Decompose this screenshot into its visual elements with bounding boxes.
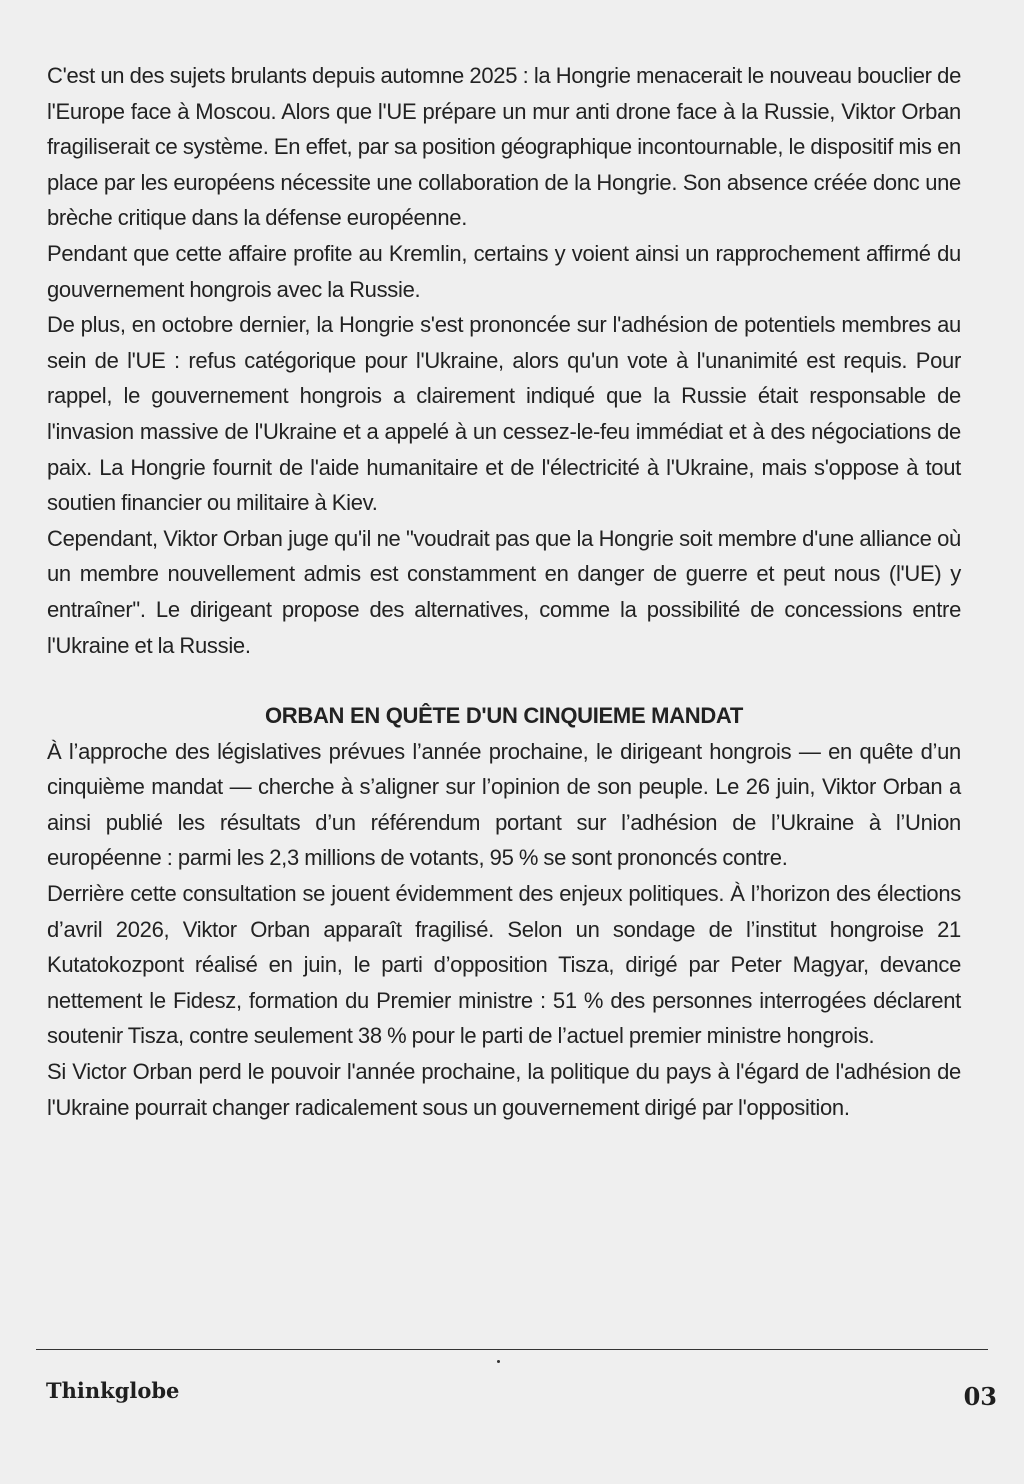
intro-paragraph-2: Pendant que cette affaire profite au Kremlin, certains y voient ainsi un rapprochement affirmé du gouvernement hongrois avec la Russie.	[47, 240, 961, 302]
brand-logo-text: Thinkglobe	[46, 1378, 180, 1403]
section-title: ORBAN EN QUÊTE D'UN CINQUIEME MANDAT	[264, 703, 744, 729]
article-body	[47, 58, 961, 1125]
page-number: 03	[963, 1382, 997, 1411]
footer-dot	[497, 1360, 500, 1363]
section-paragraph-2: Derrière cette consultation se jouent évidemment des enjeux politiques. À l’horizon des élections d’avril 2026, Viktor Orban apparaît fragilisé. Selon un sondage de l’institut hongroise 21 Kutatokozpont réalisé en juin, le parti d’opposition Tisza, dirigé par Peter Magyar, devance nettement le Fidesz, formation du Premier ministre : 51 % des personnes interrogées déclarent soutenir Tisza, contre seulement 38 % pour le parti de l’actuel premier ministre hongrois.	[47, 881, 961, 1049]
section-paragraph-3: Si Victor Orban perd le pouvoir l'année prochaine, la politique du pays à l'égard de l'adhésion de l'Ukraine pourrait changer radicalement sous un gouvernement dirigé par l'opposition.	[47, 1059, 961, 1120]
section-paragraph-1: À l’approche des législatives prévues l’année prochaine, le dirigeant hongrois — en quête d’un cinquième mandat — cherche à s’aligner sur l’opinion de son peuple. Le 26 juin, Viktor Orban a ainsi publié les résultats d’un référendum portant sur l’adhésion de l’Ukraine à l’Union européenne : parmi les 2,3 millions de votants, 95 % se sont prononcés contre.	[47, 738, 961, 871]
intro-paragraph-3: De plus, en octobre dernier, la Hongrie s'est prononcée sur l'adhésion de potentiels membres au sein de l'UE : refus catégorique pour l'Ukraine, alors qu'un vote à l'unanimité est requis. Pour rappel, le gouvernement hongrois a clairement indiqué que la Russie était responsable de l'invasion massive de l'Ukraine et a appelé à un cessez-le-feu immédiat et à des négociations de paix. La Hongrie fournit de l'aide humanitaire et de l'électricité à l'Ukraine, mais s'oppose à tout soutien financier ou militaire à Kiev.	[47, 312, 961, 516]
intro-paragraph-4: Cependant, Viktor Orban juge qu'il ne "voudrait pas que la Hongrie soit membre d'une alliance où un membre nouvellement admis est constamment en danger de guerre et peut nous (l'UE) y entraîner". Le dirigeant propose des alternatives, comme la possibilité de concessions entre l'Ukraine et la Russie.	[47, 525, 961, 658]
intro-paragraph-1: C'est un des sujets brulants depuis automne 2025 : la Hongrie menacerait le nouveau bouclier de l'Europe face à Moscou. Alors que l'UE prépare un mur anti drone face à la Russie, Viktor Orban fragiliserait ce système. En effet, par sa position géographique incontournable, le dispositif mis en place par les européens nécessite une collaboration de la Hongrie. Son absence créée donc une brèche critique dans la défense européenne.	[47, 63, 961, 231]
footer-divider	[36, 1349, 988, 1350]
